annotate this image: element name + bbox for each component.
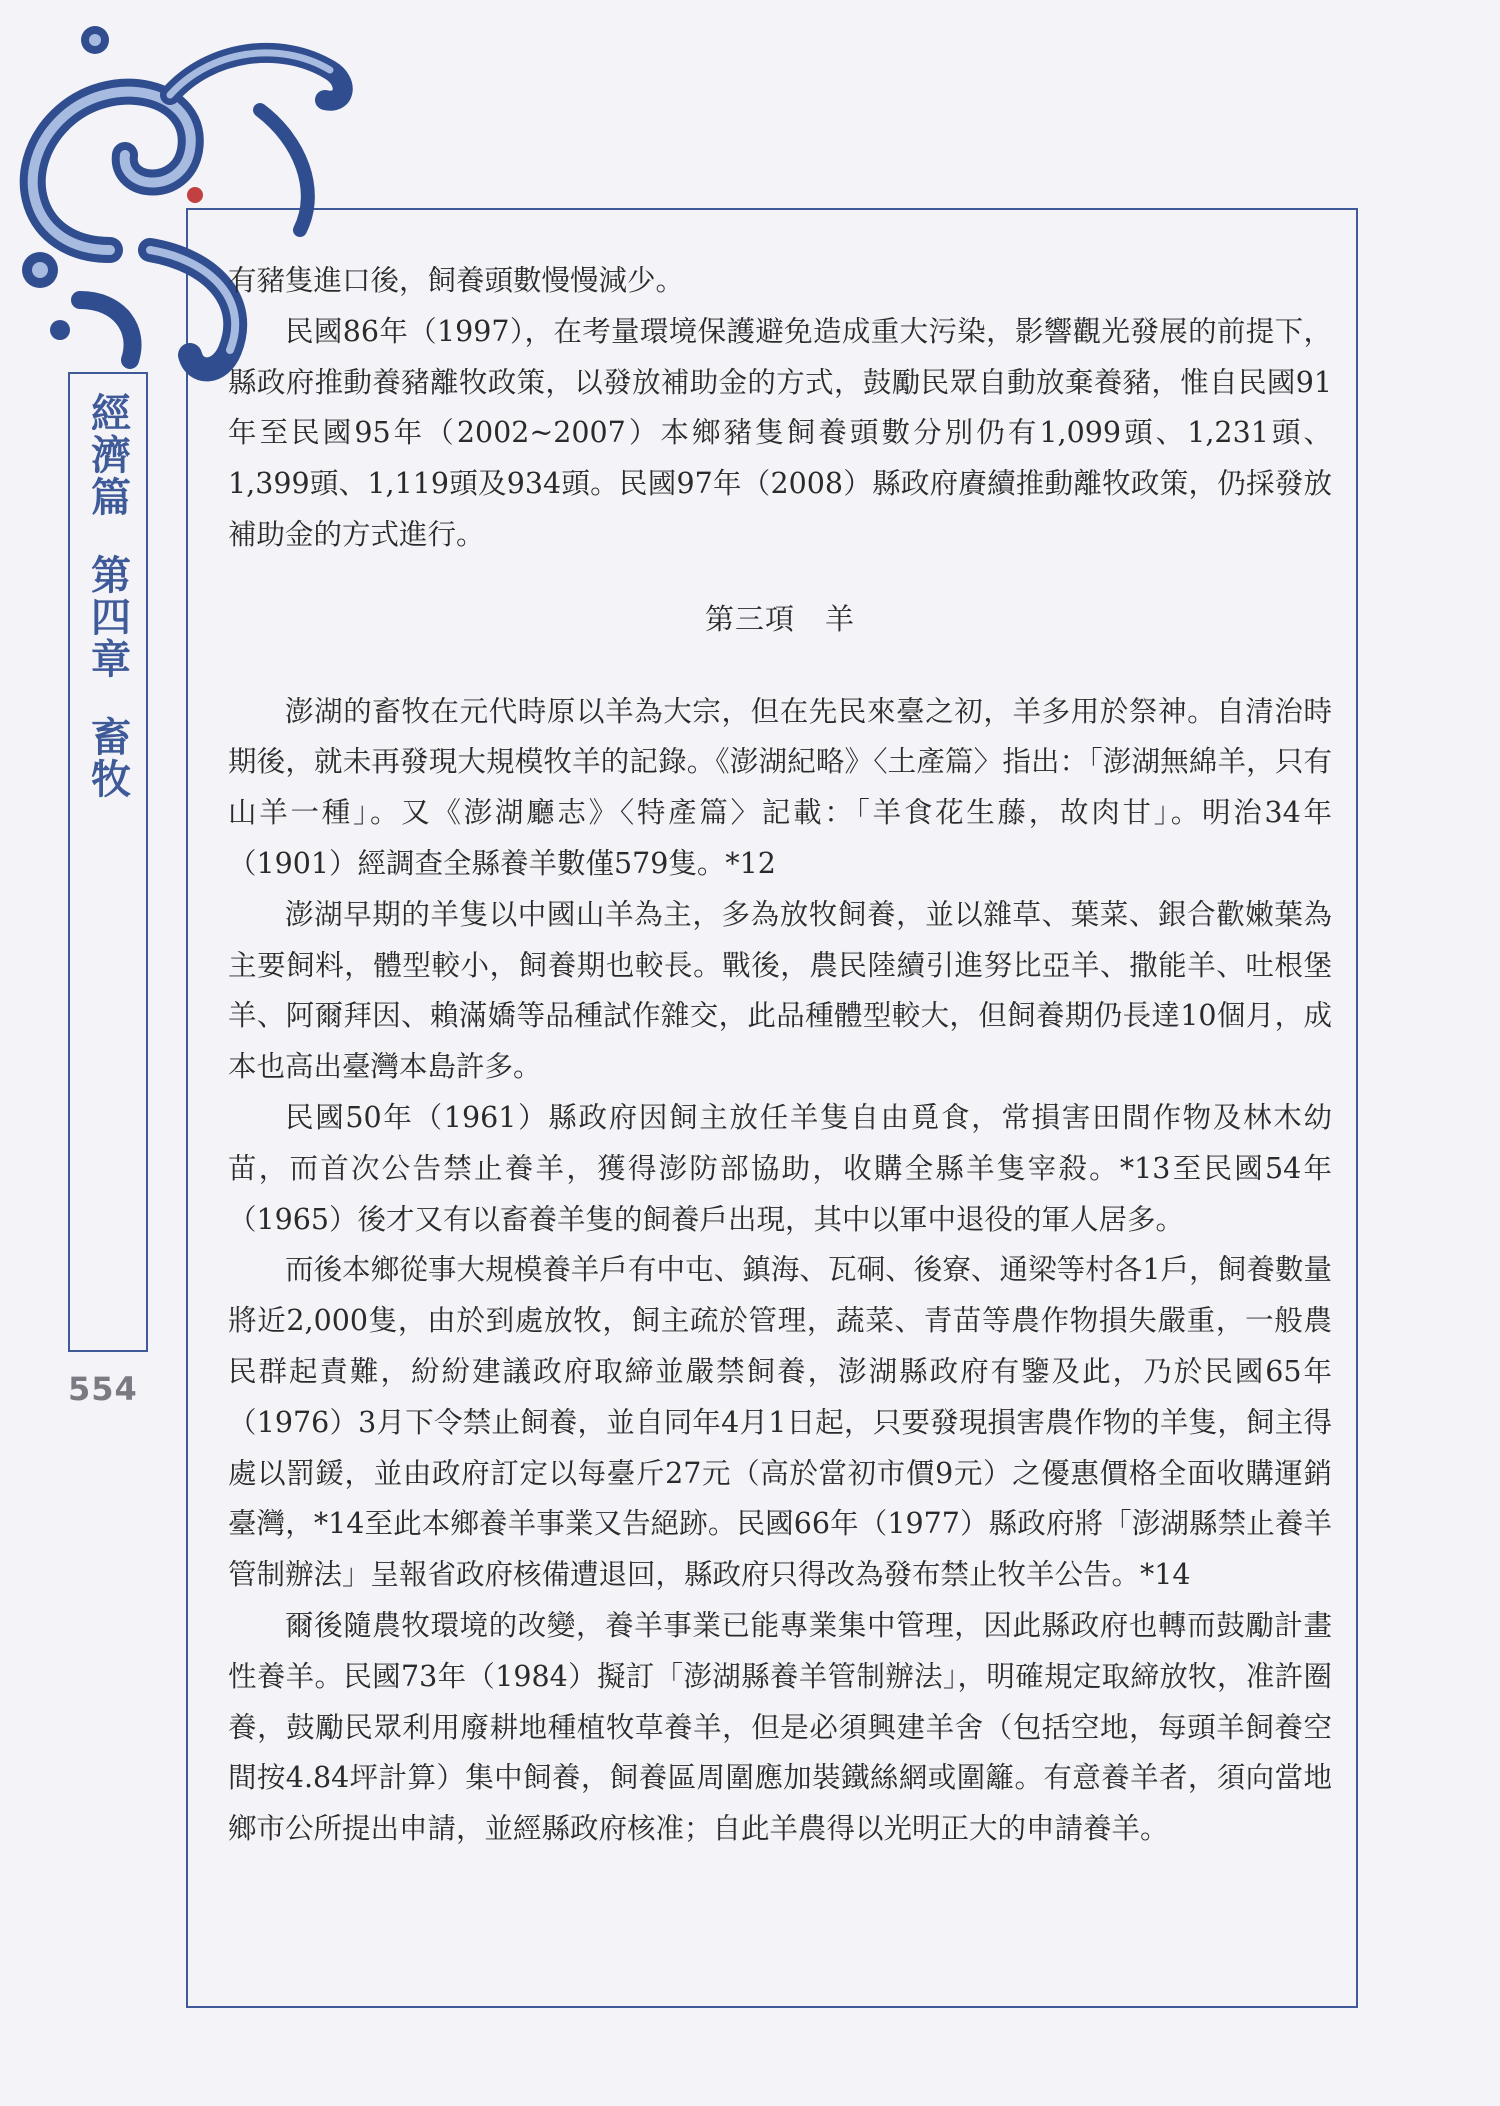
paragraph: 民國86年（1997），在考量環境保護避免造成重大污染，影響觀光發展的前提下，縣政府推動養豬離牧政策，以發放補助金的方式，鼓勵民眾自動放棄養豬，惟自民國91年至民國95年（2002~2007）本鄉豬隻飼養頭數分別仍有1,099頭、1,231頭、1,399頭、1,119頭及934頭。民國97年（2008）縣政府賡續推動離牧政策，仍採發放補助金的方式進行。 bbox=[228, 314, 1332, 551]
sidebar-part: 經濟篇 bbox=[84, 392, 132, 518]
paragraph: 民國50年（1961）縣政府因飼主放任羊隻自由覓食，常損害田間作物及林木幼苗，而首次公告禁止養羊，獲得澎防部協助，收購全縣羊隻宰殺。*13至民國54年（1965）後才又有以畜養羊隻的飼養戶出現，其中以軍中退役的軍人居多。 bbox=[228, 1100, 1332, 1236]
body-text bbox=[228, 256, 1332, 1855]
section-heading: 第三項 羊 bbox=[704, 601, 855, 636]
sidebar-chapter: 第四章 bbox=[84, 554, 132, 680]
paragraph: 爾後隨農牧環境的改變，養羊事業已能專業集中管理，因此縣政府也轉而鼓勵計畫性養羊。民國73年（1984）擬訂「澎湖縣養羊管制辦法」，明確規定取締放牧，准許圈養，鼓勵民眾利用廢耕地種植牧草養羊，但是必須興建羊舍（包括空地，每頭羊飼養空間按4.84坪計算）集中飼養，飼養區周圍應加裝鐵絲網或圍籬。有意養羊者，須向當地鄉市公所提出申請，並經縣政府核准；自此羊農得以光明正大的申請養羊。 bbox=[228, 1608, 1332, 1846]
chapter-sidebar-title bbox=[70, 392, 146, 800]
sidebar-topic: 畜牧 bbox=[84, 716, 132, 800]
page-number: 554 bbox=[68, 1370, 138, 1408]
paragraph: 澎湖早期的羊隻以中國山羊為主，多為放牧飼養，並以雜草、葉菜、銀合歡嫩葉為主要飼料，體型較小，飼養期也較長。戰後，農民陸續引進努比亞羊、撒能羊、吐根堡羊、阿爾拜因、賴滿嬌等品種試作雜交，此品種體型較大，但飼養期仍長達10個月，成本也高出臺灣本島許多。 bbox=[228, 897, 1332, 1084]
paragraph: 澎湖的畜牧在元代時原以羊為大宗，但在先民來臺之初，羊多用於祭神。自清治時期後，就未再發現大規模牧羊的記錄。《澎湖紀略》〈土產篇〉指出：「澎湖無綿羊，只有山羊一種」。又《澎湖廳志》〈特產篇〉記載：「羊食花生藤，故肉甘」。明治34年（1901）經調查全縣養羊數僅579隻。*12 bbox=[228, 694, 1332, 880]
chapter-sidebar bbox=[68, 372, 148, 1352]
paragraph: 有豬隻進口後，飼養頭數慢慢減少。 bbox=[228, 264, 685, 297]
paragraph: 而後本鄉從事大規模養羊戶有中屯、鎮海、瓦硐、後寮、通梁等村各1戶，飼養數量將近2,000隻，由於到處放牧，飼主疏於管理，蔬菜、青苗等農作物損失嚴重，一般農民群起責難，紛紛建議政府取締並嚴禁飼養，澎湖縣政府有鑒及此，乃於民國65年（1976）3月下令禁止飼養，並自同年4月1日起，只要發現損害農作物的羊隻，飼主得處以罰鍰，並由政府訂定以每臺斤27元（高於當初市價9元）之優惠價格全面收購運銷臺灣，*14至此本鄉養羊事業又告絕跡。民國66年（1977）縣政府將「澎湖縣禁止養羊管制辦法」呈報省政府核備遭退回，縣政府只得改為發布禁止牧羊公告。*14 bbox=[228, 1253, 1332, 1592]
